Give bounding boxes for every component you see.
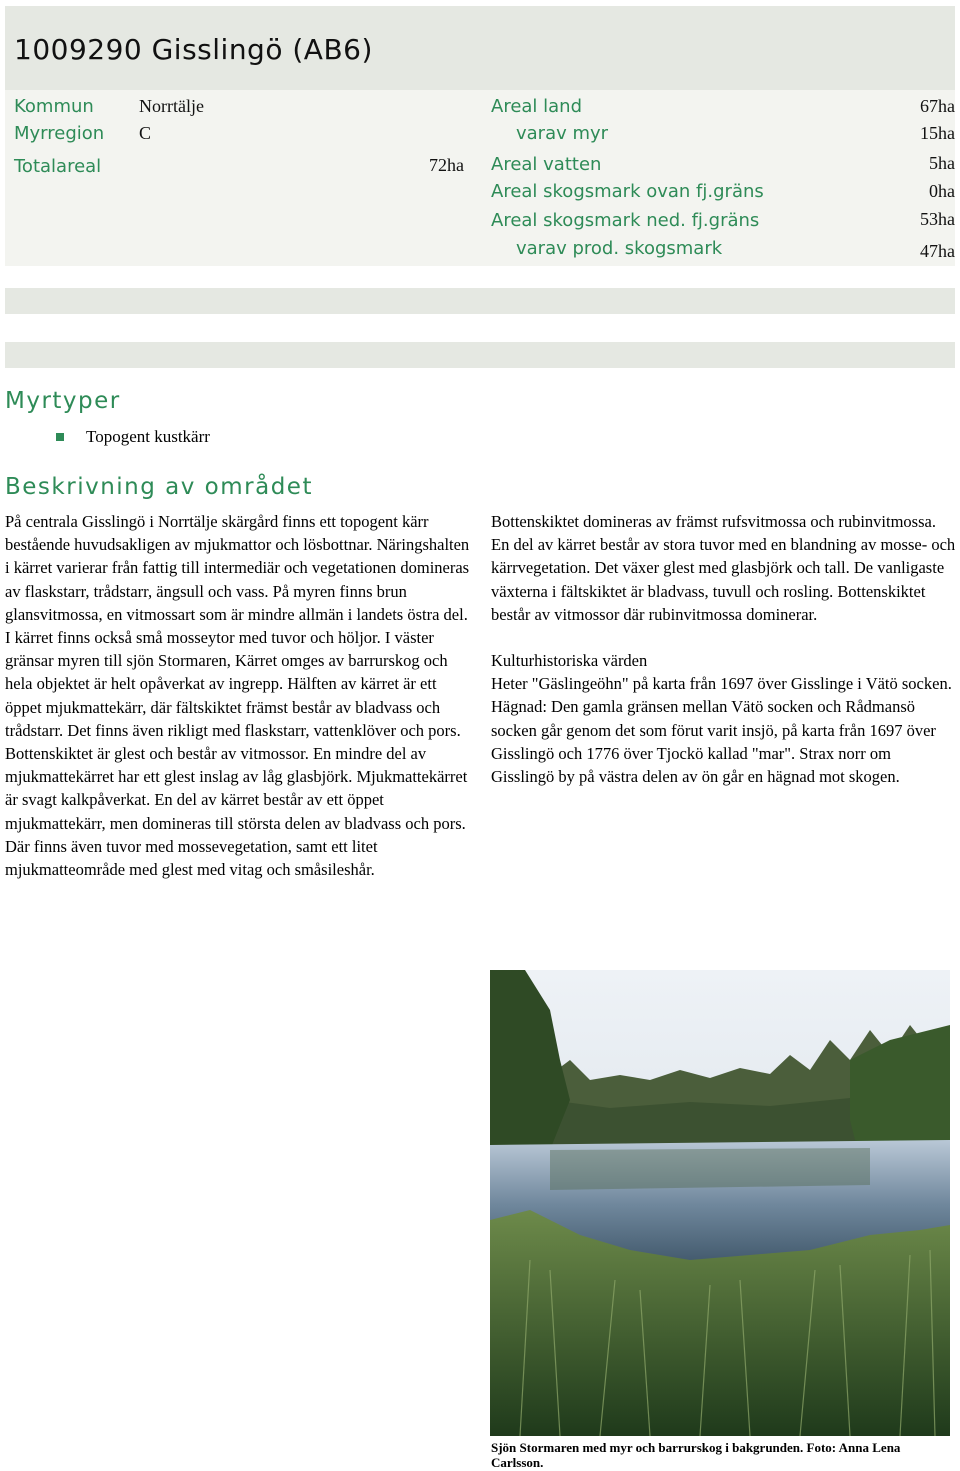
totalareal-value: 72ha: [429, 155, 464, 175]
varav-myr-label: varav myr: [516, 123, 609, 144]
lake-photo: [490, 970, 950, 1436]
prod-skog-value: 47ha: [920, 241, 955, 261]
kultur-paragraph-2: Hägnad: Den gamla gränsen mellan Vätö socken och Rådmansö socken går genom det som förut varit insjö, på karta från 1697 över Gisslingö och 1776 över Tjockö kallad "mar". Strax norr om Gisslingö by på västra delen av ön går en hägnad mot skogen.: [491, 697, 936, 787]
myrregion-value: C: [139, 123, 152, 143]
skog-ned-value: 53ha: [920, 209, 955, 229]
description-right-column: [491, 510, 957, 788]
photo-caption: Sjön Stormaren med myr och barrurskog i bakgrunden. Foto: Anna Lena Carlsson.: [491, 1440, 901, 1470]
areal-land-value: 67ha: [920, 96, 955, 116]
myrregion-label: Myrregion: [14, 123, 105, 144]
skog-ned-label: Areal skogsmark ned. fj.gräns: [491, 210, 760, 231]
description-text: På centrala Gisslingö i Norrtälje skärgård finns ett topogent kärr bestående huvudsakligen av mjukmattor och lösbottnar. Näringshalten i kärret varierar från fattig till intermediär och vegetationen domineras av flaskstarr, trådstarr, ängsull och vass. På myren finns brun glansvitmossa, en vitmossart som är mindre allmän i landets östra del. I kärret finns också små mosseytor med tuvor och höljor. I väster gränsar myren till sjön Stormaren, Kärret omges av barrurskog och hela objektet är helt opåverkat av ingrepp. Hälften av kärret är ett öppet mjukmattekärr, där fältskiktet främst består av bladvass och trådstarr. Det finns även rikligt med flaskstarr, vattenklöver och pors. Bottenskiktet är glest och består av vitmossor. En mindre del av mjukmattekärret har ett glest inslag av låg glasbjörk. Mjukmattekärret är svagt kalkpåverkat. En del av kärret består av ett öppet mjukmattekärr, men domineras till största delen av bladvass och pors. Där finns även tuvor med mossevegetation, samt ett litet mjukmatteområde med glest med vitag och småsileshår.: [5, 512, 470, 880]
kultur-paragraph-1: Heter "Gäslingeöhn" på karta från 1697 över Gisslinge i Vätö socken.: [491, 674, 952, 694]
description-continued: Bottenskiktet domineras av främst rufsvitmossa och rubinvitmossa. En del av kärret består av stora tuvor med en blandning av mosse- och kärrvegetation. Det växer glest med glasbjörk och tall. De vanligaste växterna i fältskiktet är bladvass, tuvull och rosling. Bottenskiktet består av vitmossor där rubinvitmossa dominerar.: [491, 512, 956, 624]
bullet-icon: [56, 433, 64, 441]
empty-band-1: [5, 288, 955, 314]
page-title: 1009290 Gisslingö (AB6): [14, 33, 373, 66]
skog-ovan-value: 0ha: [929, 181, 955, 201]
skog-ovan-label: Areal skogsmark ovan fj.gräns: [491, 181, 764, 202]
description-left-column: [5, 510, 471, 881]
prod-skog-label: varav prod. skogsmark: [516, 238, 723, 259]
empty-band-2: [5, 342, 955, 368]
areal-land-label: Areal land: [491, 96, 583, 117]
areal-vatten-label: Areal vatten: [491, 154, 602, 175]
totalareal-label: Totalareal: [14, 156, 102, 177]
beskrivning-heading: Beskrivning av området: [5, 474, 313, 500]
myrtyper-heading: Myrtyper: [5, 388, 121, 414]
varav-myr-value: 15ha: [920, 123, 955, 143]
myrtyp-item: Topogent kustkärr: [86, 427, 210, 446]
kommun-label: Kommun: [14, 96, 94, 117]
kommun-value: Norrtälje: [139, 96, 204, 116]
kultur-heading: Kulturhistoriska värden: [491, 651, 648, 671]
areal-vatten-value: 5ha: [929, 153, 955, 173]
